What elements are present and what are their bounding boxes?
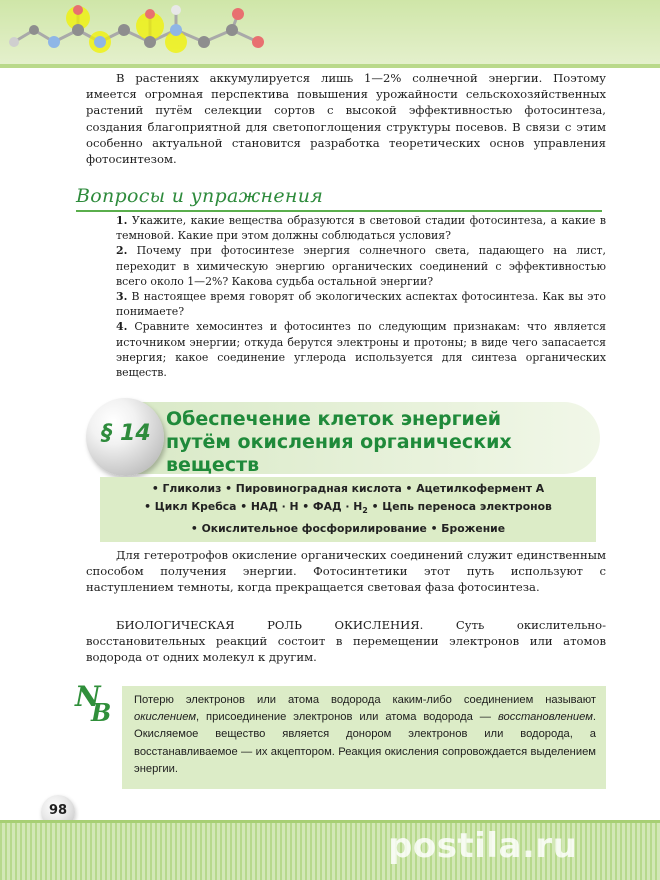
keywords-line-1: • Гликолиз • Пировиноградная кислота • Ацетилкофермент А [151,482,545,495]
nb-text-b: , присоединение электронов или атома водорода — [196,711,498,724]
questions-heading: Вопросы и упражнения [76,185,324,207]
question-number: 4. [116,320,128,334]
watermark: postila.ru [388,826,578,866]
body-paragraph-2-lead: БИОЛОГИЧЕСКАЯ РОЛЬ ОКИСЛЕНИЯ. [116,618,424,632]
question-text: В настоящее время говорят об экологических аспектах фотосинтеза. Как вы это понимаете? [116,290,606,319]
intro-paragraph: В растениях аккумулируется лишь 1—2% солнечной энергии. Поэтому имеется огромная перспектива повышения урожайности сельскохозяйственных растений путём селекции сортов с высокой эффективностью фотосинтеза, создания благоприятной для светопоглощения структуры посевов. В связи с этим особенно актуальной становится разработка теоретических основ управления фотосинтезом. [86,71,606,167]
question-item [116,243,606,289]
nb-note-text [134,692,596,778]
keywords-line-3: • Окислительное фосфорилирование • Брожение [190,522,506,536]
question-text: Сравните хемосинтез и фотосинтез по следующим признакам: что является источником энергии; откуда берутся электроны и протоны; в виде чего запасается энергия; какое соединение углерода используется для синтеза органических веществ. [116,320,606,380]
keywords-line-2-part-a: • Цикл Кребса • НАД · Н • ФАД · Н [144,500,363,513]
nb-logo-n: N [75,680,101,713]
questions-heading-rule [76,210,602,212]
nb-logo-b: B [91,698,112,724]
body-paragraph-2 [86,617,606,666]
question-item [116,319,606,380]
page-number: 98 [48,803,68,818]
keywords-line-2 [100,498,596,520]
paragraph-number: § 14 [101,421,151,446]
body-paragraph-2-rest: Суть окислительно-восстановительных реакций состоит в перемещении электронов или атомов водорода от одних молекул к другим. [86,618,607,665]
question-item [116,213,606,243]
nb-logo [74,680,114,724]
question-text: Укажите, какие вещества образуются в световой стадии фотосинтеза, а какие в темновой. Какие при этом должны соблюдаться условия? [116,214,606,243]
nb-term-oxidation: окислением [134,711,196,724]
nb-note-box [122,686,606,789]
question-number: 3. [116,290,128,304]
paragraph-title-line-2: путём окисления органических веществ [166,431,512,476]
molecule-illustration [0,0,280,64]
keywords-box [100,477,596,542]
keywords-subscript: 2 [362,506,368,516]
nb-term-reduction: восстановлением [497,711,593,724]
nb-text-a: Потерю электронов или атома водорода каким-либо соединением называют [134,694,596,706]
paragraph-title [166,408,606,477]
questions-list [116,213,606,380]
question-text: Почему при фотосинтезе энергия солнечного света, падающего на лист, переходит в химическую энергию органических соединений с эффективностью всего около 1—2%? Какова судьба остальной энергии? [116,244,606,288]
nb-text-c: . Окисляемое вещество является донором электронов или водорода, а восстанавливаемое — их акцептором. Реакция окисления сопровождается выделением энергии. [134,711,596,775]
keywords-line-2-part-b: • Цепь переноса электронов [367,500,552,513]
body-paragraph-1: Для гетеротрофов окисление органических соединений служит единственным способом получения энергии. Фотосинтетики этот путь используют с наступлением темноты, когда прекращается световая фаза фотосинтеза. [86,548,606,595]
question-number: 2. [116,244,128,258]
question-item [116,289,606,319]
question-number: 1. [116,214,128,227]
top-band-divider [0,64,660,68]
paragraph-title-line-1: Обеспечение клеток энергией [166,408,502,430]
